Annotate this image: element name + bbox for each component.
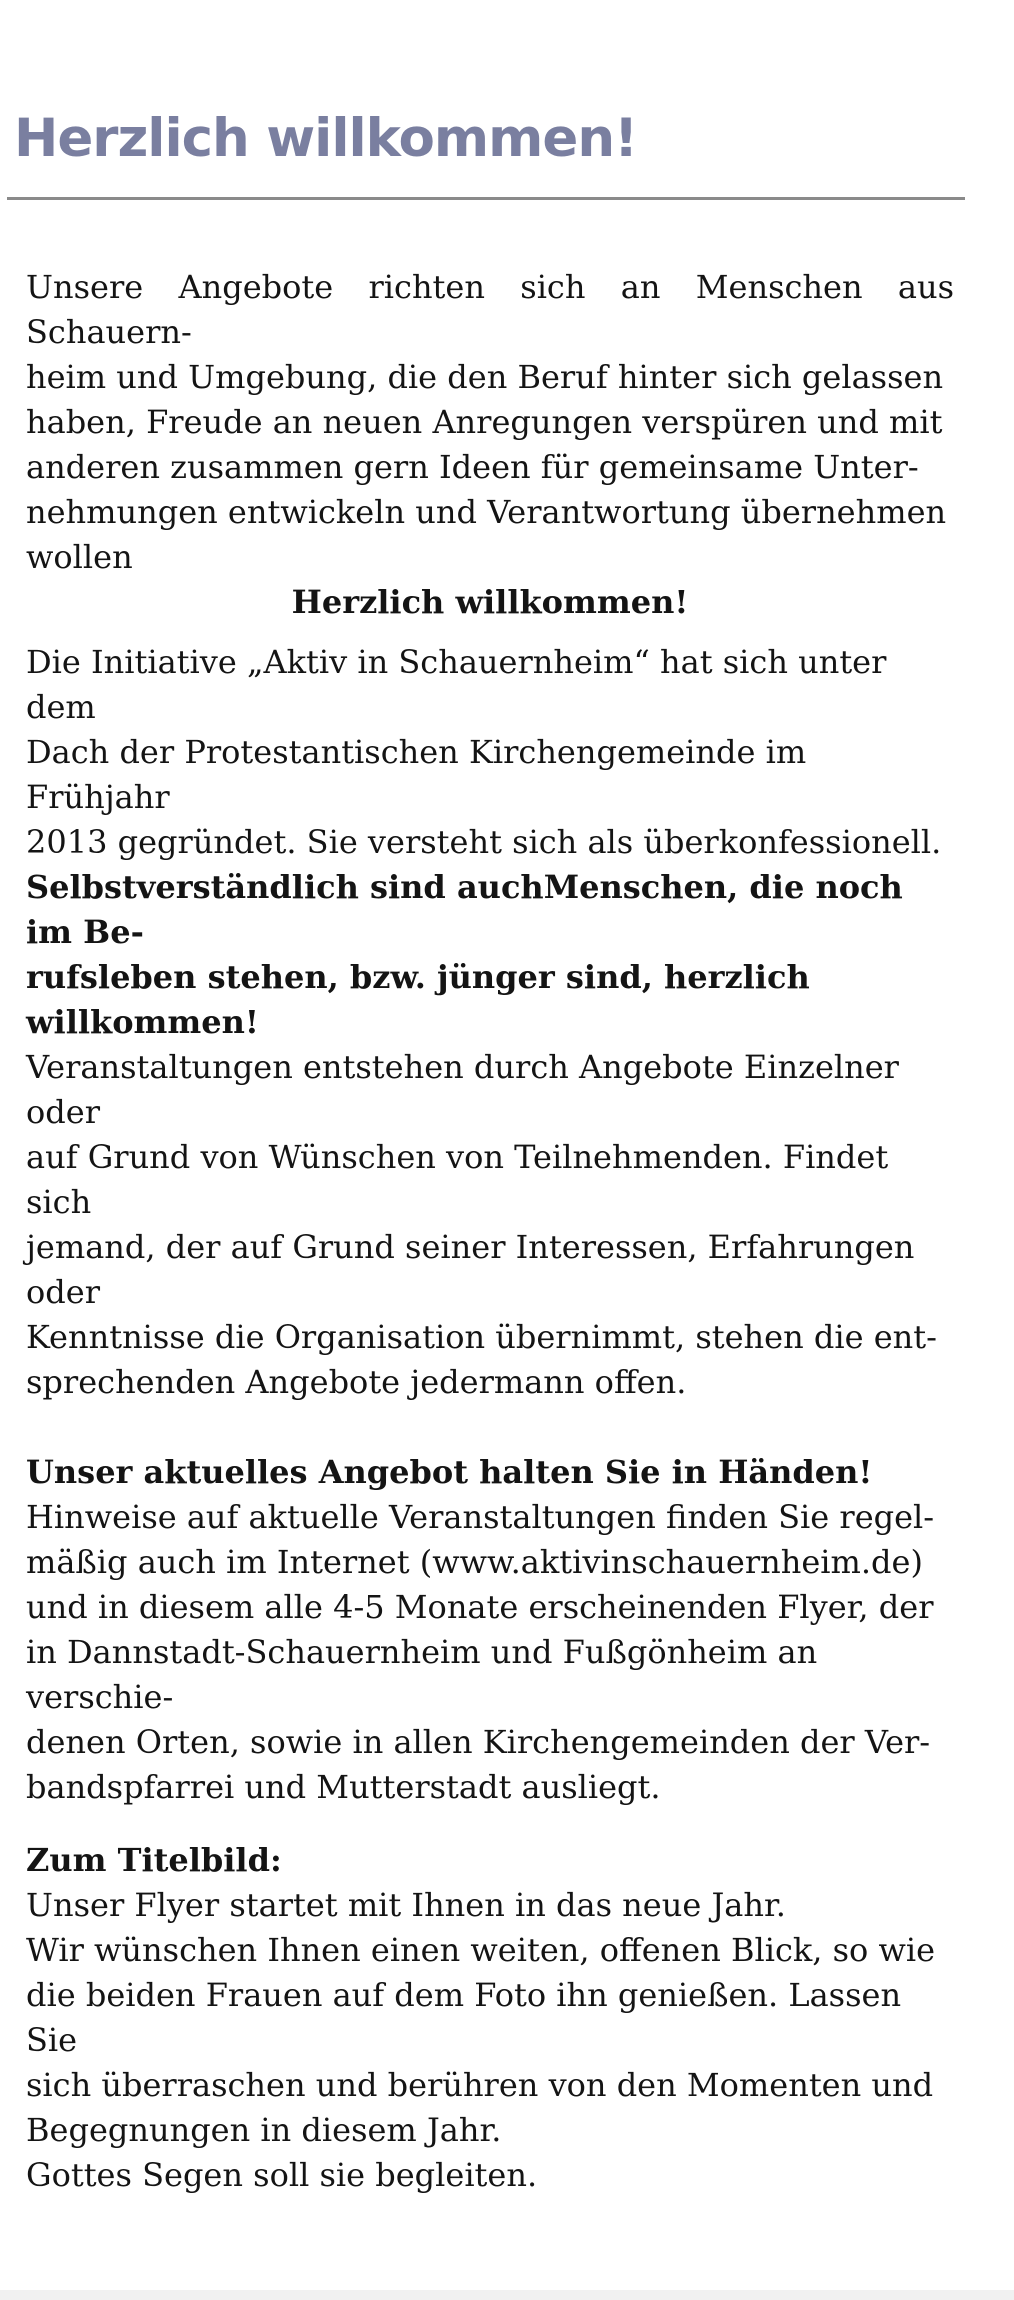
initiative-line: Die Initiative „Aktiv in Schauernheim“ hat sich unter dem — [26, 643, 887, 726]
page-bottom-edge — [0, 2290, 1014, 2300]
intro-line: heim und Umgebung, die den Beruf hinter sich gelassen — [26, 358, 944, 396]
cover-line: Wir wünschen Ihnen einen weiten, offenen Blick, so wie — [26, 1931, 936, 1969]
initiative-line: Dach der Protestantischen Kirchengemeinde im Frühjahr — [26, 733, 807, 816]
offer-heading: Unser aktuelles Angebot halten Sie in Händen! — [26, 1453, 873, 1491]
offer-line: mäßig auch im Internet (www.aktivinschauernheim.de) — [26, 1543, 923, 1581]
cover-line: die beiden Frauen auf dem Foto ihn genießen. Lassen Sie — [26, 1976, 902, 2059]
offer-line: in Dannstadt-Schauernheim und Fußgönheim an verschie- — [26, 1633, 818, 1716]
offer-line: denen Orten, sowie in allen Kirchengemeinden der Ver- — [26, 1723, 931, 1761]
cover-line: Unser Flyer startet mit Ihnen in das neue Jahr. — [26, 1886, 786, 1924]
events-line: auf Grund von Wünschen von Teilnehmenden. Findet sich — [26, 1138, 889, 1221]
title-divider — [7, 197, 965, 200]
welcome-note-line: rufsleben stehen, bzw. jünger sind, herzlich willkommen! — [26, 958, 810, 1041]
cover-line: Begegnungen in diesem Jahr. — [26, 2111, 502, 2149]
page-title: Herzlich willkommen! — [14, 108, 638, 169]
events-line: jemand, der auf Grund seiner Interessen, Erfahrungen oder — [26, 1228, 915, 1311]
paragraph-gap — [26, 1405, 954, 1450]
cover-paragraph — [26, 1838, 954, 2198]
events-line: sprechenden Angebote jedermann offen. — [26, 1363, 687, 1401]
intro-paragraph — [26, 265, 954, 580]
welcome-note-line: Selbstverständlich sind auchMenschen, die noch im Be- — [26, 868, 903, 951]
main-text — [26, 265, 954, 1810]
offer-paragraph — [26, 1450, 954, 1810]
cover-line: sich überraschen und berühren von den Momenten und — [26, 2066, 934, 2104]
events-line: Kenntnisse die Organisation übernimmt, stehen die ent- — [26, 1318, 937, 1356]
intro-line: wollen — [26, 538, 133, 576]
blessing-line: Gottes Segen soll sie begleiten. — [26, 2156, 538, 2194]
intro-line: Unsere Angebote richten sich an Menschen aus Schauern- — [26, 268, 954, 351]
intro-line: haben, Freude an neuen Anregungen verspüren und mit — [26, 403, 943, 441]
initiative-line: 2013 gegründet. Sie versteht sich als überkonfessionell. — [26, 823, 942, 861]
intro-line: anderen zusammen gern Ideen für gemeinsame Unter- — [26, 448, 919, 486]
cover-heading: Zum Titelbild: — [26, 1841, 282, 1879]
cover-text — [26, 1838, 954, 2198]
offer-line: Hinweise auf aktuelle Veranstaltungen finden Sie regel- — [26, 1498, 935, 1536]
offer-line: bandspfarrei und Mutterstadt ausliegt. — [26, 1768, 661, 1806]
events-line: Veranstaltungen entstehen durch Angebote Einzelner oder — [26, 1048, 899, 1131]
initiative-paragraph — [26, 640, 954, 1405]
intro-line: nehmungen entwickeln und Verantwortung übernehmen — [26, 493, 947, 531]
offer-line: und in diesem alle 4-5 Monate erscheinenden Flyer, der — [26, 1588, 934, 1626]
welcome-line: Herzlich willkommen! — [291, 583, 689, 621]
